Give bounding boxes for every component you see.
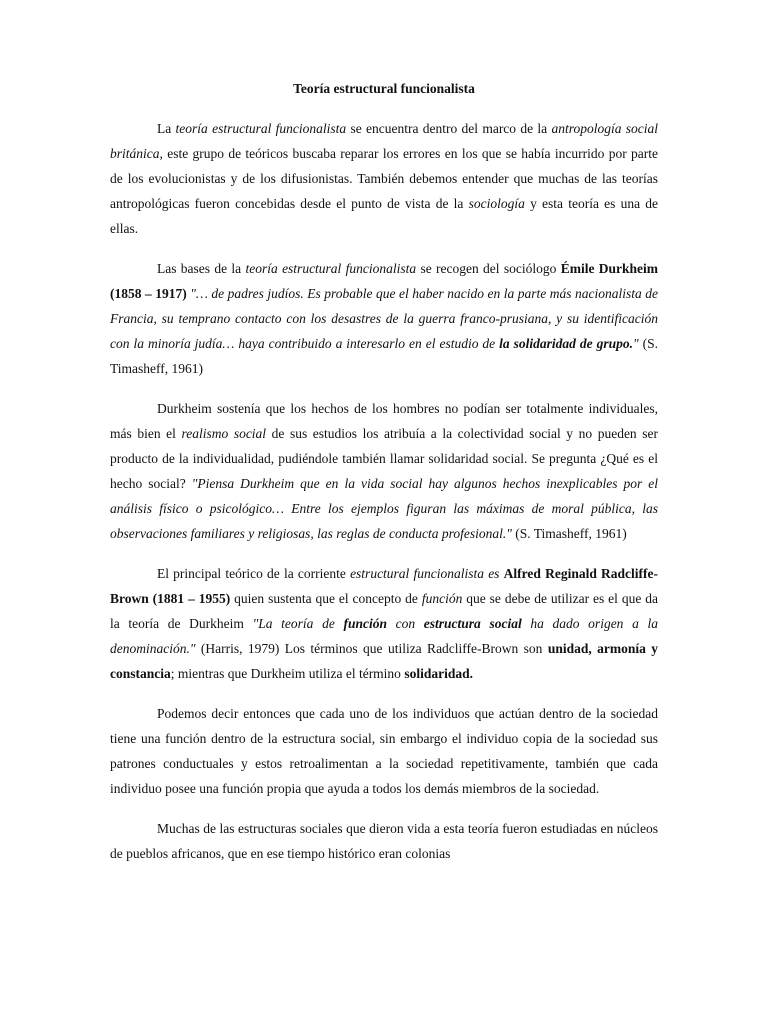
text-run: se encuentra dentro del marco de la (346, 121, 552, 136)
text-run: teoría estructural funcionalista (245, 261, 417, 276)
text-run: La (157, 121, 176, 136)
text-run: unidad, armonía y constancia (110, 641, 658, 681)
text-run: solidaridad. (404, 666, 473, 681)
text-run: realismo social (181, 426, 267, 441)
text-run: estructura social (423, 616, 522, 631)
text-run: de sus estudios los atribuía a la colectividad social y no pueden ser producto de la individualidad, pudiéndole también llamar solidaridad social. Se pregunta ¿Qué es el hecho social? (110, 426, 659, 491)
text-run: Durkheim sostenía que los hechos de los hombres no podían ser totalmente individuales, más bien el (110, 401, 658, 441)
text-run: Podemos decir entonces que cada uno de los individuos que actúan dentro de la sociedad tiene una función dentro de la estructura social, sin embargo el individuo copia de la sociedad sus patrones conductuales y estos retroalimentan a la sociedad repetitivamente, también que cada individuo posee una función propia que ayuda a todos los demás miembros de la sociedad. (110, 706, 658, 796)
text-run: sociología (468, 196, 525, 211)
text-run: y esta teoría es una de ellas. (110, 196, 659, 236)
paragraph (110, 256, 658, 381)
text-run: " (632, 336, 639, 351)
document-title: Teoría estructural funcionalista (293, 81, 475, 96)
text-run: "La teoría de (252, 616, 344, 631)
text-run: ; mientras que Durkheim utiliza el término (170, 666, 405, 681)
text-run: quien sustenta que el concepto de (230, 591, 422, 606)
text-run: la solidaridad de grupo. (499, 336, 633, 351)
text-run: Émile Durkheim (1858 – 1917) (110, 261, 659, 301)
text-run: Alfred Reginald Radcliffe-Brown (1881 – 1955) (110, 566, 659, 606)
text-run: antropología social británica, (110, 121, 658, 161)
text-run: ha dado origen a la denominación." (110, 616, 658, 656)
paragraph (110, 116, 658, 241)
text-run: función (343, 616, 387, 631)
paragraph (110, 701, 658, 801)
text-run: este grupo de teóricos buscaba reparar los errores en los que se había incurrido por parte de los evolucionistas y de los difusionistas. También debemos entender que muchas de las teorías antropológicas fueron concebidas desde el punto de vista de la (110, 146, 658, 211)
text-run: (Harris, 1979) Los términos que utiliza Radcliffe-Brown son (195, 641, 548, 656)
paragraph (110, 396, 658, 546)
text-run: con (386, 616, 424, 631)
document-body (110, 116, 658, 866)
text-run: (S. Timasheff, 1961) (511, 526, 627, 541)
text-run: que se debe de utilizar es el que da la teoría de Durkheim (110, 591, 658, 631)
text-run: "… de padres judíos. Es probable que el haber nacido en la parte más nacionalista de Francia, su temprano contacto con los desastres de la guerra franco-prusiana, y su identificación con la minoría judía… haya contribuido a interesarlo en el estudio de (110, 286, 658, 351)
text-run: teoría estructural funcionalista (175, 121, 347, 136)
text-run: función (421, 591, 463, 606)
text-run: Las bases de la (157, 261, 246, 276)
text-run: estructural funcionalista es (350, 566, 500, 581)
text-run: se recogen del sociólogo (416, 261, 561, 276)
text-run: El principal teórico de la corriente (157, 566, 351, 581)
text-run: "Piensa Durkheim que en la vida social hay algunos hechos inexplicables por el análisis físico o psicológico… Entre los ejemplos figuran las máximas de moral pública, las observaciones familiares y religiosas, las reglas de conducta profesional." (110, 476, 659, 541)
text-run: (S. Timasheff, 1961) (110, 336, 658, 376)
paragraph (110, 816, 658, 866)
document-page (110, 80, 658, 881)
text-run: Muchas de las estructuras sociales que dieron vida a esta teoría fueron estudiadas en núcleos de pueblos africanos, que en ese tiempo histórico eran colonias (110, 821, 658, 861)
paragraph (110, 561, 658, 686)
